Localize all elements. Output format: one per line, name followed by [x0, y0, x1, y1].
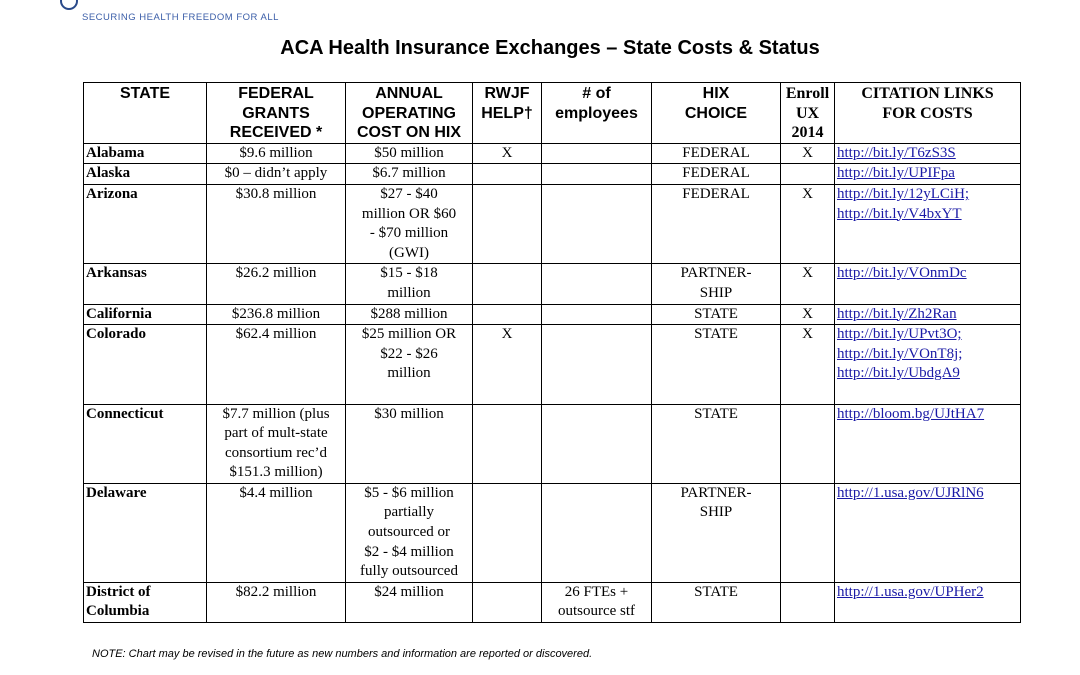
cell-state [84, 164, 207, 185]
column-header-line: HELP† [481, 104, 533, 122]
cell-enroll-ux: X [781, 184, 835, 263]
column-header-line: COST ON HIX [356, 124, 461, 142]
cell-operating-cost-line: $6.7 million [372, 165, 446, 182]
cell-state [84, 404, 207, 483]
page-title: ACA Health Insurance Exchanges – State Costs & Status [280, 37, 820, 59]
cell-operating-cost-line: million OR $60 [361, 205, 457, 222]
blank-line-spacer [837, 602, 1018, 622]
cell-hix-choice-line: FEDERAL [682, 165, 750, 182]
cell-enroll-ux [781, 404, 835, 483]
cell-employees [542, 143, 652, 164]
cell-employees-line: 26 FTEs + [564, 583, 629, 600]
cell-citation-links [835, 304, 1021, 325]
cell-state-line: Connecticut [86, 405, 164, 422]
cell-employees [542, 582, 652, 622]
cell-citation-links [835, 184, 1021, 263]
cell-operating-cost [346, 164, 473, 185]
cell-state-line: Columbia [86, 603, 150, 620]
column-header-state [84, 83, 207, 144]
cell-hix-choice [652, 184, 781, 263]
citation-link[interactable]: http://bit.ly/V4bxYT [837, 205, 962, 222]
cell-rwjf-help [473, 164, 542, 185]
cell-operating-cost [346, 404, 473, 483]
cell-enroll-ux: X [781, 304, 835, 325]
cell-federal-grants-line: part of mult-state [224, 425, 328, 442]
column-header-hix-choice [652, 83, 781, 144]
column-header-line: RWJF [484, 85, 530, 102]
cell-citation-links [835, 404, 1021, 483]
citation-link[interactable]: http://bit.ly/UPIFpa [837, 165, 955, 182]
cell-citation-links [835, 582, 1021, 622]
brand-tagline: SECURING HEALTH FREEDOM FOR ALL [82, 12, 279, 23]
cell-federal-grants-line: $82.2 million [235, 583, 317, 600]
table-row [84, 404, 1021, 483]
cell-operating-cost [346, 264, 473, 304]
column-header-line: Enroll [785, 85, 830, 102]
cell-state [84, 582, 207, 622]
table-row [84, 164, 1021, 185]
cell-state [84, 325, 207, 404]
cell-federal-grants [207, 304, 346, 325]
cell-rwjf-help [473, 404, 542, 483]
cell-employees [542, 325, 652, 404]
citation-link[interactable]: http://1.usa.gov/UJRlN6 [837, 484, 984, 501]
cell-employees [542, 264, 652, 304]
citation-link[interactable]: http://bit.ly/Zh2Ran [837, 305, 957, 322]
cell-employees-line: outsource stf [557, 603, 636, 620]
cell-citation-links [835, 264, 1021, 304]
cell-operating-cost [346, 143, 473, 164]
cell-operating-cost-line: $2 - $4 million [364, 543, 454, 560]
cell-enroll-ux [781, 483, 835, 582]
cell-employees [542, 304, 652, 325]
cell-operating-cost-line: (GWI) [389, 244, 429, 261]
cell-state [84, 184, 207, 263]
column-header-employees [542, 83, 652, 144]
column-header-line: HIX [702, 85, 730, 102]
cell-federal-grants [207, 582, 346, 622]
cell-hix-choice-line: PARTNER- [680, 265, 752, 282]
cell-state-line: District of [86, 583, 151, 600]
cell-state-line: Alabama [86, 144, 145, 161]
cell-state-line: Colorado [86, 326, 146, 343]
cell-hix-choice [652, 483, 781, 582]
column-header-line: CHOICE [684, 104, 748, 122]
table-body [84, 143, 1021, 622]
column-header-line: UX [795, 104, 820, 122]
cell-rwjf-help [473, 304, 542, 325]
cell-operating-cost-line: partially [384, 504, 434, 521]
cell-operating-cost-line: million [387, 365, 431, 382]
citation-link[interactable]: http://bit.ly/UbdgA9 [837, 365, 960, 382]
cell-hix-choice [652, 164, 781, 185]
cell-federal-grants [207, 264, 346, 304]
cell-hix-choice-line: FEDERAL [682, 144, 750, 161]
cell-operating-cost [346, 184, 473, 263]
cell-citation-links [835, 143, 1021, 164]
column-header-line: GRANTS [242, 104, 310, 122]
cell-operating-cost [346, 304, 473, 325]
cell-hix-choice [652, 404, 781, 483]
cell-operating-cost-line: $15 - $18 [380, 265, 438, 282]
cell-state-line: Alaska [86, 165, 131, 182]
column-header-line: employees [555, 104, 638, 122]
cell-operating-cost-line: $25 million OR [361, 326, 457, 343]
cell-state-line: California [86, 305, 152, 322]
citation-link[interactable]: http://bit.ly/VOnmDc [837, 265, 967, 282]
exchange-costs-table [83, 82, 1021, 623]
column-header-line: 2014 [791, 124, 824, 142]
cell-operating-cost [346, 582, 473, 622]
cell-hix-choice-line: STATE [694, 405, 738, 422]
cell-hix-choice [652, 304, 781, 325]
cell-hix-choice-line: STATE [694, 305, 738, 322]
column-header-enroll-ux [781, 83, 835, 144]
cell-rwjf-help [473, 582, 542, 622]
cell-hix-choice-line: FEDERAL [682, 185, 750, 202]
cell-operating-cost-line: $27 - $40 [380, 185, 438, 202]
cell-federal-grants [207, 325, 346, 404]
cell-federal-grants-line: $7.7 million (plus [222, 405, 330, 422]
table-row [84, 483, 1021, 582]
citation-link[interactable]: http://bit.ly/UPvt3O; [837, 326, 962, 343]
cell-federal-grants [207, 143, 346, 164]
column-header-line: # of [582, 85, 611, 102]
column-header-line: ANNUAL [375, 85, 443, 102]
cell-employees [542, 164, 652, 185]
column-header-federal-grants [207, 83, 346, 144]
cell-rwjf-help: X [473, 143, 542, 164]
table-row [84, 582, 1021, 622]
cell-federal-grants-line: $4.4 million [239, 484, 313, 501]
column-header-annual-operating-cost [346, 83, 473, 144]
cell-citation-links [835, 483, 1021, 582]
cell-state [84, 264, 207, 304]
table-row [84, 143, 1021, 164]
cell-federal-grants-line: $62.4 million [235, 326, 317, 343]
cell-state-line: Delaware [86, 484, 147, 501]
citation-link[interactable]: http://bit.ly/12yLCiH; [837, 185, 970, 202]
cell-operating-cost [346, 325, 473, 404]
cell-rwjf-help [473, 264, 542, 304]
table-row [84, 325, 1021, 404]
cell-state [84, 483, 207, 582]
cell-federal-grants [207, 184, 346, 263]
cell-federal-grants-line: $151.3 million) [229, 464, 323, 481]
cell-operating-cost [346, 483, 473, 582]
cell-operating-cost-line: $50 million [374, 144, 444, 161]
cell-federal-grants [207, 483, 346, 582]
column-header-line: CITATION LINKS [861, 85, 994, 102]
column-header-citation-links [835, 83, 1021, 144]
cell-federal-grants-line: $30.8 million [235, 185, 317, 202]
cell-hix-choice [652, 582, 781, 622]
citation-link[interactable]: http://bloom.bg/UJtHA7 [837, 405, 985, 422]
brand-logo-icon [60, 0, 78, 10]
cell-operating-cost-line: $30 million [374, 405, 444, 422]
table-row [84, 264, 1021, 304]
column-header-line: FOR COSTS [882, 104, 973, 122]
table-header-row [84, 83, 1021, 144]
column-header-line: STATE [119, 85, 171, 102]
cell-hix-choice-line: SHIP [699, 504, 733, 521]
cell-operating-cost-line: $288 million [370, 305, 448, 322]
cell-operating-cost-line: $5 - $6 million [364, 484, 454, 501]
cell-employees [542, 404, 652, 483]
cell-federal-grants-line: $26.2 million [235, 265, 317, 282]
cell-operating-cost-line: outsourced or [367, 524, 451, 541]
column-header-line: OPERATING [362, 104, 456, 122]
citation-link[interactable]: http://1.usa.gov/UPHer2 [837, 583, 984, 600]
cell-operating-cost-line: - $70 million [369, 225, 449, 242]
cell-federal-grants-line: $0 – didn’t apply [224, 165, 328, 182]
table-row [84, 184, 1021, 263]
cell-hix-choice [652, 325, 781, 404]
cell-federal-grants-line: $9.6 million [239, 144, 313, 161]
citation-link[interactable]: http://bit.ly/T6zS3S [837, 144, 956, 161]
cell-enroll-ux: X [781, 143, 835, 164]
cell-hix-choice-line: STATE [694, 583, 738, 600]
cell-rwjf-help: X [473, 325, 542, 404]
cell-state-line: Arizona [86, 185, 138, 202]
footer-note: NOTE: Chart may be revised in the future as new numbers and information are reported or discovered. [92, 648, 593, 660]
cell-federal-grants-line: $236.8 million [231, 305, 321, 322]
cell-rwjf-help [473, 483, 542, 582]
cell-operating-cost-line: $22 - $26 [380, 345, 438, 362]
cell-federal-grants [207, 164, 346, 185]
column-header-rwjf-help [473, 83, 542, 144]
cell-enroll-ux: X [781, 325, 835, 404]
cell-hix-choice [652, 264, 781, 304]
cell-citation-links [835, 164, 1021, 185]
column-header-line: RECEIVED * [229, 124, 323, 142]
cell-hix-choice-line: SHIP [699, 284, 733, 301]
cell-federal-grants-line: consortium rec’d [224, 444, 328, 461]
cell-state [84, 304, 207, 325]
cell-hix-choice-line: PARTNER- [680, 484, 752, 501]
cell-employees [542, 184, 652, 263]
cell-citation-links [835, 325, 1021, 404]
cell-enroll-ux [781, 582, 835, 622]
cell-operating-cost-line: fully outsourced [360, 563, 458, 580]
cell-enroll-ux [781, 164, 835, 185]
blank-line-spacer [837, 384, 1018, 404]
cell-hix-choice-line: STATE [694, 326, 738, 343]
cell-state-line: Arkansas [86, 265, 147, 282]
citation-link[interactable]: http://bit.ly/VOnT8j; [837, 345, 963, 362]
cell-hix-choice [652, 143, 781, 164]
table-row [84, 304, 1021, 325]
cell-operating-cost-line: $24 million [374, 583, 444, 600]
cell-rwjf-help [473, 184, 542, 263]
cell-federal-grants [207, 404, 346, 483]
column-header-line: FEDERAL [238, 85, 314, 102]
cell-operating-cost-line: million [387, 284, 431, 301]
cell-enroll-ux: X [781, 264, 835, 304]
cell-state [84, 143, 207, 164]
cell-employees [542, 483, 652, 582]
